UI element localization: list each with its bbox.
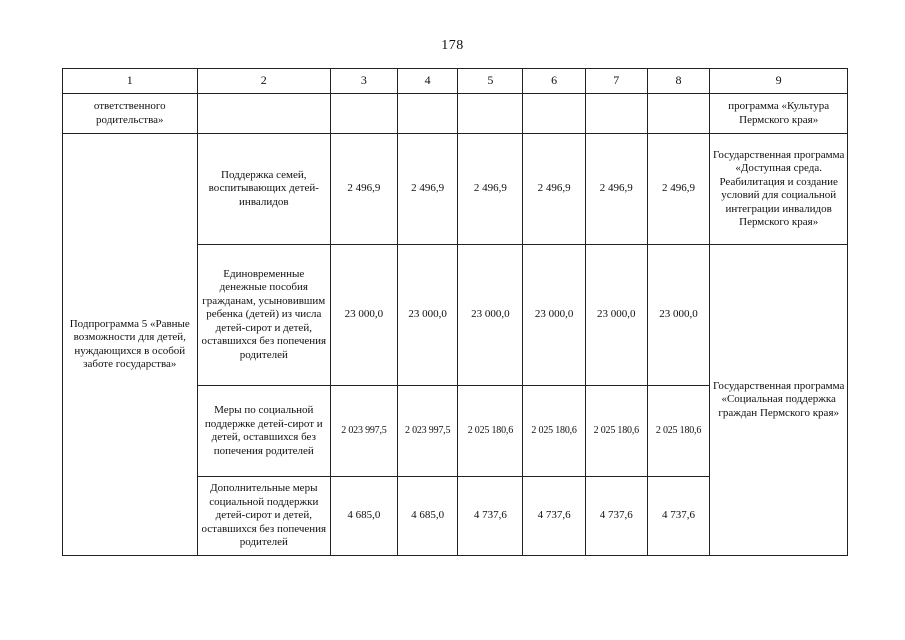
value-cell: 2 496,9 <box>647 134 710 245</box>
empty-cell <box>523 94 586 134</box>
value-cell: 4 737,6 <box>585 477 647 556</box>
header-cell: 7 <box>585 69 647 94</box>
value-cell: 2 025 180,6 <box>458 386 523 477</box>
value-cell: 2 025 180,6 <box>647 386 710 477</box>
measure-cell: Дополнительные меры социальной поддержки детей-сирот и детей, оставшихся без попечения родителей <box>197 477 331 556</box>
value-cell: 23 000,0 <box>647 245 710 386</box>
value-cell: 4 685,0 <box>397 477 458 556</box>
measure-cell: Поддержка семей, воспитывающих детей-инвалидов <box>197 134 331 245</box>
value-cell: 2 023 997,5 <box>331 386 398 477</box>
header-cell: 1 <box>63 69 198 94</box>
measure-cell: Единовременные денежные пособия гражданам, усыновившим ребенка (детей) из числа детей-сирот и детей, оставшихся без попечения родителей <box>197 245 331 386</box>
subprogram-cell: Подпрограмма 5 «Равные возможности для детей, нуждающихся в особой заботе государства» <box>63 134 198 556</box>
value-cell: 2 496,9 <box>331 134 398 245</box>
value-cell: 2 496,9 <box>458 134 523 245</box>
empty-cell <box>397 94 458 134</box>
value-cell: 23 000,0 <box>331 245 398 386</box>
value-cell: 23 000,0 <box>523 245 586 386</box>
header-cell: 2 <box>197 69 331 94</box>
page-number: 178 <box>441 38 464 53</box>
table-row <box>63 134 848 245</box>
value-cell: 4 685,0 <box>331 477 398 556</box>
header-cell: 6 <box>523 69 586 94</box>
header-cell: 4 <box>397 69 458 94</box>
empty-cell <box>197 94 331 134</box>
header-cell: 9 <box>710 69 848 94</box>
value-cell: 23 000,0 <box>397 245 458 386</box>
header-cell: 8 <box>647 69 710 94</box>
table-row <box>63 94 848 134</box>
program-cell: Государственная программа «Доступная среда. Реабилитация и создание условий для социальной интеграции инвалидов Пермского края» <box>710 134 848 245</box>
empty-cell <box>331 94 398 134</box>
value-cell: 23 000,0 <box>585 245 647 386</box>
value-cell: 2 496,9 <box>585 134 647 245</box>
value-cell: 4 737,6 <box>523 477 586 556</box>
empty-cell <box>647 94 710 134</box>
program-cell: Государственная программа «Социальная поддержка граждан Пермского края» <box>710 245 848 556</box>
empty-cell <box>458 94 523 134</box>
value-cell: 2 025 180,6 <box>585 386 647 477</box>
header-cell: 3 <box>331 69 398 94</box>
measure-cell: Меры по социальной поддержке детей-сирот и детей, оставшихся без попечения родителей <box>197 386 331 477</box>
empty-cell <box>585 94 647 134</box>
value-cell: 2 496,9 <box>523 134 586 245</box>
header-cell: 5 <box>458 69 523 94</box>
budget-table <box>62 68 848 556</box>
value-cell: 23 000,0 <box>458 245 523 386</box>
table-header-row <box>63 69 848 94</box>
value-cell: 2 023 997,5 <box>397 386 458 477</box>
value-cell: 4 737,6 <box>647 477 710 556</box>
continued-subprogram-cell: ответственного родительства» <box>63 94 198 134</box>
value-cell: 4 737,6 <box>458 477 523 556</box>
continued-program-cell: программа «Культура Пермского края» <box>710 94 848 134</box>
value-cell: 2 025 180,6 <box>523 386 586 477</box>
value-cell: 2 496,9 <box>397 134 458 245</box>
